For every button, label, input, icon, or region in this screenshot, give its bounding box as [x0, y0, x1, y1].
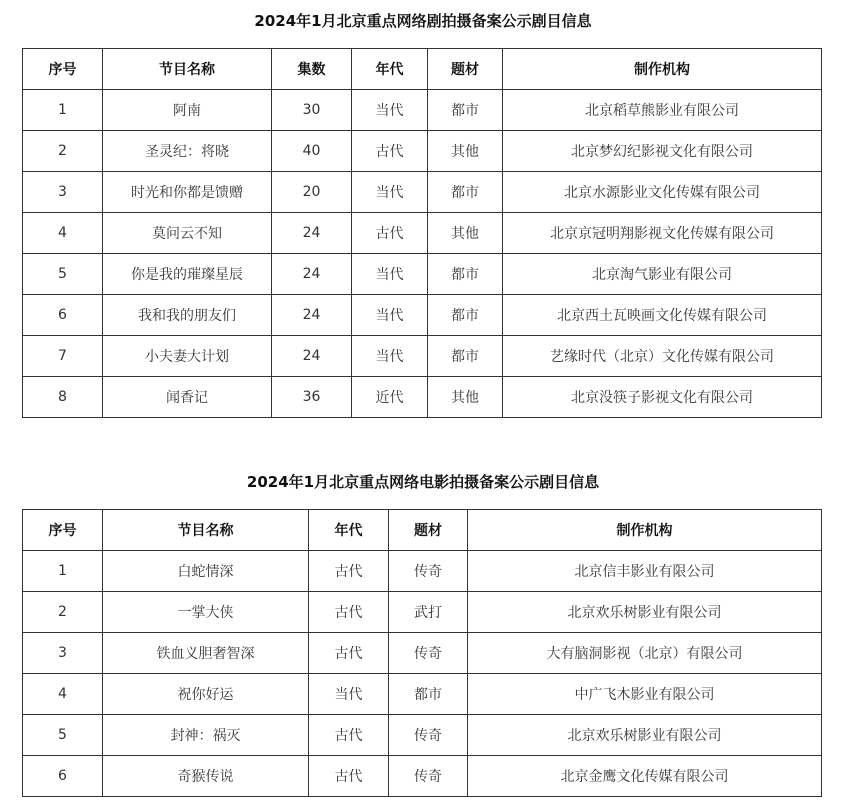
cell-genre: 都市: [428, 295, 503, 336]
table-header-row: [23, 510, 822, 551]
cell-era: 古代: [309, 592, 389, 633]
cell-era: 古代: [309, 633, 389, 674]
cell-era: 当代: [352, 90, 428, 131]
cell-program-name: 你是我的璀璨星辰: [103, 254, 272, 295]
cell-era: 当代: [352, 336, 428, 377]
cell-program-name: 闻香记: [103, 377, 272, 418]
cell-producer: 北京淘气影业有限公司: [503, 254, 822, 295]
cell-program-name: 封神：祸灭: [103, 715, 309, 756]
cell-program-name: 铁血义胆奢智深: [103, 633, 309, 674]
cell-program-name: 阿南: [103, 90, 272, 131]
film-filing-table: [22, 509, 822, 797]
cell-era: 古代: [309, 715, 389, 756]
header-producer: 制作机构: [503, 49, 822, 90]
table-row: [23, 674, 822, 715]
cell-producer: 北京欢乐树影业有限公司: [468, 592, 822, 633]
header-program-name: 节目名称: [103, 49, 272, 90]
film-table-title: 2024年1月北京重点网络电影拍摄备案公示剧目信息: [246, 473, 600, 491]
table-row: [23, 90, 822, 131]
cell-episodes: 24: [272, 295, 352, 336]
cell-era: 当代: [352, 254, 428, 295]
cell-genre: 传奇: [389, 756, 468, 797]
cell-serial: 4: [23, 674, 103, 715]
cell-genre: 武打: [389, 592, 468, 633]
table-row: [23, 295, 822, 336]
cell-era: 近代: [352, 377, 428, 418]
cell-era: 古代: [352, 131, 428, 172]
cell-genre: 都市: [389, 674, 468, 715]
cell-serial: 7: [23, 336, 103, 377]
cell-episodes: 24: [272, 213, 352, 254]
table-row: [23, 715, 822, 756]
cell-genre: 传奇: [389, 633, 468, 674]
table-row: [23, 592, 822, 633]
cell-serial: 3: [23, 172, 103, 213]
cell-producer: 中广飞木影业有限公司: [468, 674, 822, 715]
cell-serial: 3: [23, 633, 103, 674]
cell-era: 当代: [352, 295, 428, 336]
cell-serial: 2: [23, 592, 103, 633]
cell-genre: 都市: [428, 90, 503, 131]
cell-era: 古代: [309, 756, 389, 797]
cell-producer: 北京没筷子影视文化有限公司: [503, 377, 822, 418]
cell-producer: 大有脑洞影视（北京）有限公司: [468, 633, 822, 674]
cell-era: 古代: [309, 551, 389, 592]
header-producer: 制作机构: [468, 510, 822, 551]
cell-serial: 4: [23, 213, 103, 254]
table-header-row: [23, 49, 822, 90]
cell-genre: 都市: [428, 254, 503, 295]
cell-serial: 1: [23, 90, 103, 131]
table-row: [23, 551, 822, 592]
cell-serial: 6: [23, 756, 103, 797]
cell-producer: 北京京冠明翔影视文化传媒有限公司: [503, 213, 822, 254]
header-episodes: 集数: [272, 49, 352, 90]
cell-genre: 传奇: [389, 551, 468, 592]
cell-producer: 北京水源影业文化传媒有限公司: [503, 172, 822, 213]
cell-program-name: 我和我的朋友们: [103, 295, 272, 336]
cell-serial: 5: [23, 254, 103, 295]
cell-producer: 北京稻草熊影业有限公司: [503, 90, 822, 131]
drama-table-title: 2024年1月北京重点网络剧拍摄备案公示剧目信息: [254, 12, 592, 30]
drama-filing-table: [22, 48, 822, 418]
cell-program-name: 白蛇情深: [103, 551, 309, 592]
cell-serial: 6: [23, 295, 103, 336]
table-row: [23, 633, 822, 674]
header-genre: 题材: [428, 49, 503, 90]
cell-program-name: 时光和你都是馈赠: [103, 172, 272, 213]
cell-episodes: 36: [272, 377, 352, 418]
cell-program-name: 祝你好运: [103, 674, 309, 715]
cell-program-name: 小夫妻大计划: [103, 336, 272, 377]
table-row: [23, 131, 822, 172]
cell-producer: 北京信丰影业有限公司: [468, 551, 822, 592]
cell-program-name: 莫问云不知: [103, 213, 272, 254]
table-row: [23, 254, 822, 295]
cell-episodes: 30: [272, 90, 352, 131]
cell-serial: 1: [23, 551, 103, 592]
cell-genre: 其他: [428, 131, 503, 172]
cell-era: 当代: [309, 674, 389, 715]
cell-episodes: 24: [272, 254, 352, 295]
header-serial: 序号: [23, 49, 103, 90]
table-row: [23, 756, 822, 797]
cell-program-name: 奇猴传说: [103, 756, 309, 797]
header-era: 年代: [309, 510, 389, 551]
cell-genre: 其他: [428, 213, 503, 254]
cell-genre: 都市: [428, 336, 503, 377]
cell-serial: 2: [23, 131, 103, 172]
table-row: [23, 377, 822, 418]
table-row: [23, 213, 822, 254]
table-row: [23, 336, 822, 377]
cell-genre: 其他: [428, 377, 503, 418]
cell-program-name: 圣灵纪：将晓: [103, 131, 272, 172]
header-era: 年代: [352, 49, 428, 90]
cell-serial: 5: [23, 715, 103, 756]
cell-producer: 北京梦幻纪影视文化有限公司: [503, 131, 822, 172]
cell-producer: 北京欢乐树影业有限公司: [468, 715, 822, 756]
cell-program-name: 一掌大侠: [103, 592, 309, 633]
cell-episodes: 20: [272, 172, 352, 213]
cell-producer: 北京西土瓦映画文化传媒有限公司: [503, 295, 822, 336]
cell-era: 古代: [352, 213, 428, 254]
header-serial: 序号: [23, 510, 103, 551]
cell-genre: 传奇: [389, 715, 468, 756]
header-program-name: 节目名称: [103, 510, 309, 551]
table-row: [23, 172, 822, 213]
cell-producer: 北京金鹰文化传媒有限公司: [468, 756, 822, 797]
cell-serial: 8: [23, 377, 103, 418]
header-genre: 题材: [389, 510, 468, 551]
cell-era: 当代: [352, 172, 428, 213]
cell-episodes: 40: [272, 131, 352, 172]
cell-genre: 都市: [428, 172, 503, 213]
cell-producer: 艺缘时代（北京）文化传媒有限公司: [503, 336, 822, 377]
cell-episodes: 24: [272, 336, 352, 377]
